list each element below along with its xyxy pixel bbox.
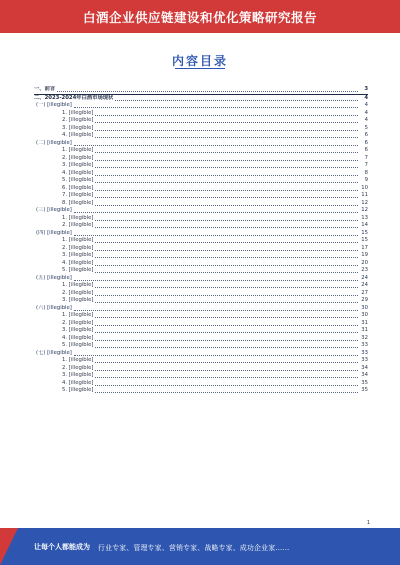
toc-entry[interactable] <box>34 110 368 118</box>
toc-leader-dots <box>95 227 358 228</box>
toc-leader-dots <box>95 385 358 386</box>
toc-entry-label: 5. [illegible] <box>62 342 94 348</box>
toc-entry-page: 24 <box>361 274 368 281</box>
toc-entry-page: 20 <box>361 259 368 266</box>
toc-entry-label: 2. [illegible] <box>62 289 94 296</box>
toc-entry[interactable] <box>34 267 368 275</box>
toc-entry-page: 33 <box>361 349 368 356</box>
toc-leader-dots <box>95 205 358 206</box>
toc-entry-label: 5. [illegible] <box>62 267 94 273</box>
toc-leader-dots <box>95 167 358 168</box>
toc-entry-page: 6 <box>364 147 368 153</box>
toc-leader-dots <box>95 137 358 138</box>
toc-leader-dots <box>74 145 358 146</box>
toc-entry[interactable] <box>34 230 368 238</box>
toc-entry-label: 2. [illegible] <box>62 154 94 161</box>
toc-entry-page: 8 <box>364 169 368 176</box>
toc-entry-label: (七) [illegible] <box>36 349 72 356</box>
toc-entry[interactable] <box>34 312 368 320</box>
toc-entry[interactable] <box>34 94 368 103</box>
toc-entry-label: 8. [illegible] <box>62 199 94 206</box>
toc-entry[interactable] <box>34 350 368 358</box>
toc-entry-label: 一、前言 <box>34 86 56 92</box>
toc-entry-page: 9 <box>364 177 368 183</box>
toc-entry[interactable] <box>34 282 368 290</box>
toc-leader-dots <box>95 175 358 176</box>
toc-entry-page: 11 <box>361 192 368 198</box>
toc-entry[interactable] <box>34 260 368 268</box>
toc-entry-label: 3. [illegible] <box>62 327 94 333</box>
toc-leader-dots <box>95 190 358 191</box>
toc-entry-page: 3 <box>364 86 368 92</box>
toc-entry-label: 3. [illegible] <box>62 372 94 378</box>
toc-entry-page: 23 <box>361 267 368 273</box>
toc-entry[interactable] <box>34 170 368 178</box>
toc-entry-label: (二) [illegible] <box>36 139 72 146</box>
toc-entry-label: 2. [illegible] <box>62 222 94 228</box>
toc-entry[interactable] <box>34 275 368 283</box>
toc-leader-dots <box>95 160 358 161</box>
toc-leader-dots <box>95 347 358 348</box>
toc-leader-dots <box>95 257 358 258</box>
toc-entry-page: 4 <box>364 117 368 123</box>
toc-leader-dots <box>95 325 358 326</box>
toc-entry-label: 1. [illegible] <box>62 147 94 153</box>
toc-leader-dots <box>95 130 358 131</box>
table-of-contents <box>34 86 368 395</box>
toc-entry-label: 2. [illegible] <box>62 244 94 251</box>
toc-entry-label: 4. [illegible] <box>62 132 94 138</box>
toc-entry-page: 12 <box>361 199 368 206</box>
toc-leader-dots <box>95 115 358 116</box>
toc-entry[interactable] <box>34 297 368 305</box>
toc-entry[interactable] <box>34 245 368 253</box>
toc-entry-label: (四) [illegible] <box>36 229 72 236</box>
toc-entry-label: 1. [illegible] <box>62 282 94 288</box>
toc-entry-label: 3. [illegible] <box>62 162 94 168</box>
toc-entry-label: 4. [illegible] <box>62 334 94 341</box>
toc-leader-dots <box>95 272 358 273</box>
toc-entry-page: 5 <box>364 124 368 131</box>
toc-entry-label: 1. [illegible] <box>62 109 94 116</box>
toc-entry-page: 15 <box>361 237 368 243</box>
toc-entry[interactable] <box>34 320 368 328</box>
toc-entry-label: 1. [illegible] <box>62 214 94 221</box>
toc-entry-page: 31 <box>361 319 368 326</box>
toc-entry-label: 3. [illegible] <box>62 124 94 131</box>
toc-leader-dots <box>74 310 358 311</box>
toc-leader-dots <box>95 392 358 393</box>
toc-entry-page: 4 <box>364 102 368 108</box>
toc-entry-label: 5. [illegible] <box>62 177 94 183</box>
toc-entry-label: (五) [illegible] <box>36 274 72 281</box>
toc-entry-page: 34 <box>361 364 368 371</box>
toc-entry[interactable] <box>34 290 368 298</box>
toc-leader-dots <box>115 100 358 101</box>
toc-entry-label: 6. [illegible] <box>62 184 94 191</box>
toc-entry[interactable] <box>34 365 368 373</box>
toc-entry[interactable] <box>34 327 368 335</box>
toc-entry[interactable] <box>34 117 368 125</box>
toc-leader-dots <box>95 332 358 333</box>
toc-entry[interactable] <box>34 200 368 208</box>
toc-entry-label: 3. [illegible] <box>62 297 94 303</box>
toc-entry-page: 30 <box>361 304 368 311</box>
toc-leader-dots <box>74 355 358 356</box>
toc-leader-dots <box>95 122 358 123</box>
toc-leader-dots <box>95 302 358 303</box>
toc-entry[interactable] <box>34 177 368 185</box>
toc-entry-page: 32 <box>361 334 368 341</box>
toc-entry[interactable] <box>34 185 368 193</box>
toc-leader-dots <box>57 91 358 92</box>
toc-entry-page: 33 <box>361 357 368 363</box>
toc-entry[interactable] <box>34 357 368 365</box>
document-header <box>0 0 400 33</box>
toc-entry-label: 3. [illegible] <box>62 252 94 258</box>
toc-leader-dots <box>95 340 358 341</box>
toc-entry[interactable] <box>34 387 368 395</box>
toc-entry[interactable] <box>34 342 368 350</box>
footer-banner <box>0 528 400 565</box>
toc-entry[interactable] <box>34 86 368 94</box>
toc-entry-page: 13 <box>361 214 368 221</box>
toc-title: 内容目录 <box>171 54 228 68</box>
toc-leader-dots <box>95 370 358 371</box>
toc-leader-dots <box>95 377 358 378</box>
toc-entry-label: (六) [illegible] <box>36 304 72 311</box>
toc-leader-dots <box>95 197 358 198</box>
toc-entry-label: 4. [illegible] <box>62 169 94 176</box>
toc-entry-label: 1. [illegible] <box>62 237 94 243</box>
toc-leader-dots <box>95 250 358 251</box>
toc-entry-label: 4. [illegible] <box>62 259 94 266</box>
toc-leader-dots <box>95 220 358 221</box>
toc-entry[interactable] <box>34 147 368 155</box>
footer-lead-text: 让每个人都能成为 <box>34 542 90 551</box>
toc-leader-dots <box>95 242 358 243</box>
toc-entry-label: (三) [illegible] <box>36 207 72 213</box>
toc-entry-label: 4. [illegible] <box>62 379 94 386</box>
toc-entry-page: 4 <box>364 109 368 116</box>
toc-entry-label: 1. [illegible] <box>62 357 94 363</box>
toc-entry-label: 7. [illegible] <box>62 192 94 198</box>
toc-leader-dots <box>74 212 358 213</box>
toc-entry-page: 7 <box>364 162 368 168</box>
toc-leader-dots <box>95 152 358 153</box>
toc-entry-page: 29 <box>361 297 368 303</box>
toc-leader-dots <box>95 287 358 288</box>
toc-entry-page: 12 <box>361 207 368 213</box>
toc-entry[interactable] <box>34 215 368 223</box>
toc-entry-page: 35 <box>361 379 368 386</box>
toc-entry-label: 5. [illegible] <box>62 387 94 393</box>
toc-entry-page: 19 <box>361 252 368 258</box>
toc-entry-label: (一) [illegible] <box>36 102 72 108</box>
toc-entry-page: 15 <box>361 229 368 236</box>
toc-entry-label: 1. [illegible] <box>62 312 94 318</box>
toc-entry-page: 14 <box>361 222 368 228</box>
toc-leader-dots <box>95 265 358 266</box>
toc-entry-label: 2. [illegible] <box>62 319 94 326</box>
page-number: 1 <box>366 520 370 526</box>
toc-entry[interactable] <box>34 140 368 148</box>
toc-entry-page: 31 <box>361 327 368 333</box>
toc-entry[interactable] <box>34 207 368 215</box>
toc-leader-dots <box>95 295 358 296</box>
toc-entry[interactable] <box>34 222 368 230</box>
toc-leader-dots <box>95 362 358 363</box>
toc-entry-page: 30 <box>361 312 368 318</box>
toc-leader-dots <box>74 235 358 236</box>
toc-entry-page: 6 <box>364 132 368 138</box>
toc-title-underline <box>175 68 225 69</box>
toc-entry[interactable] <box>34 155 368 163</box>
toc-entry[interactable] <box>34 305 368 313</box>
toc-leader-dots <box>95 317 358 318</box>
toc-entry-page: 34 <box>361 372 368 378</box>
toc-entry-page: 10 <box>361 184 368 191</box>
toc-entry-page: 4 <box>364 94 368 101</box>
toc-entry[interactable] <box>34 380 368 388</box>
toc-entry-page: 27 <box>361 289 368 296</box>
document-title: 白酒企业供应链建设和优化策略研究报告 <box>82 9 317 25</box>
toc-leader-dots <box>74 280 358 281</box>
toc-entry-page: 6 <box>364 139 368 146</box>
toc-entry-page: 24 <box>361 282 368 288</box>
toc-entry-page: 35 <box>361 387 368 393</box>
toc-entry[interactable] <box>34 192 368 200</box>
toc-entry[interactable] <box>34 132 368 140</box>
toc-entry-label: 2. [illegible] <box>62 364 94 371</box>
toc-entry[interactable] <box>34 102 368 110</box>
toc-entry[interactable] <box>34 162 368 170</box>
toc-entry-page: 17 <box>361 244 368 251</box>
toc-entry-label: 二、2023-2024年白酒市场现状 <box>34 94 114 101</box>
toc-entry-label: 2. [illegible] <box>62 117 94 123</box>
toc-entry[interactable] <box>34 125 368 133</box>
toc-leader-dots <box>95 182 358 183</box>
toc-entry[interactable] <box>34 252 368 260</box>
toc-entry[interactable] <box>34 335 368 343</box>
toc-entry[interactable] <box>34 237 368 245</box>
toc-entry[interactable] <box>34 372 368 380</box>
toc-leader-dots <box>74 107 358 108</box>
footer-accent-strip <box>0 528 18 565</box>
toc-entry-page: 7 <box>364 154 368 161</box>
toc-entry-page: 33 <box>361 342 368 348</box>
footer-slogan: 行业专家、管理专家、营销专家、战略专家、成功企业家…… <box>98 543 290 552</box>
